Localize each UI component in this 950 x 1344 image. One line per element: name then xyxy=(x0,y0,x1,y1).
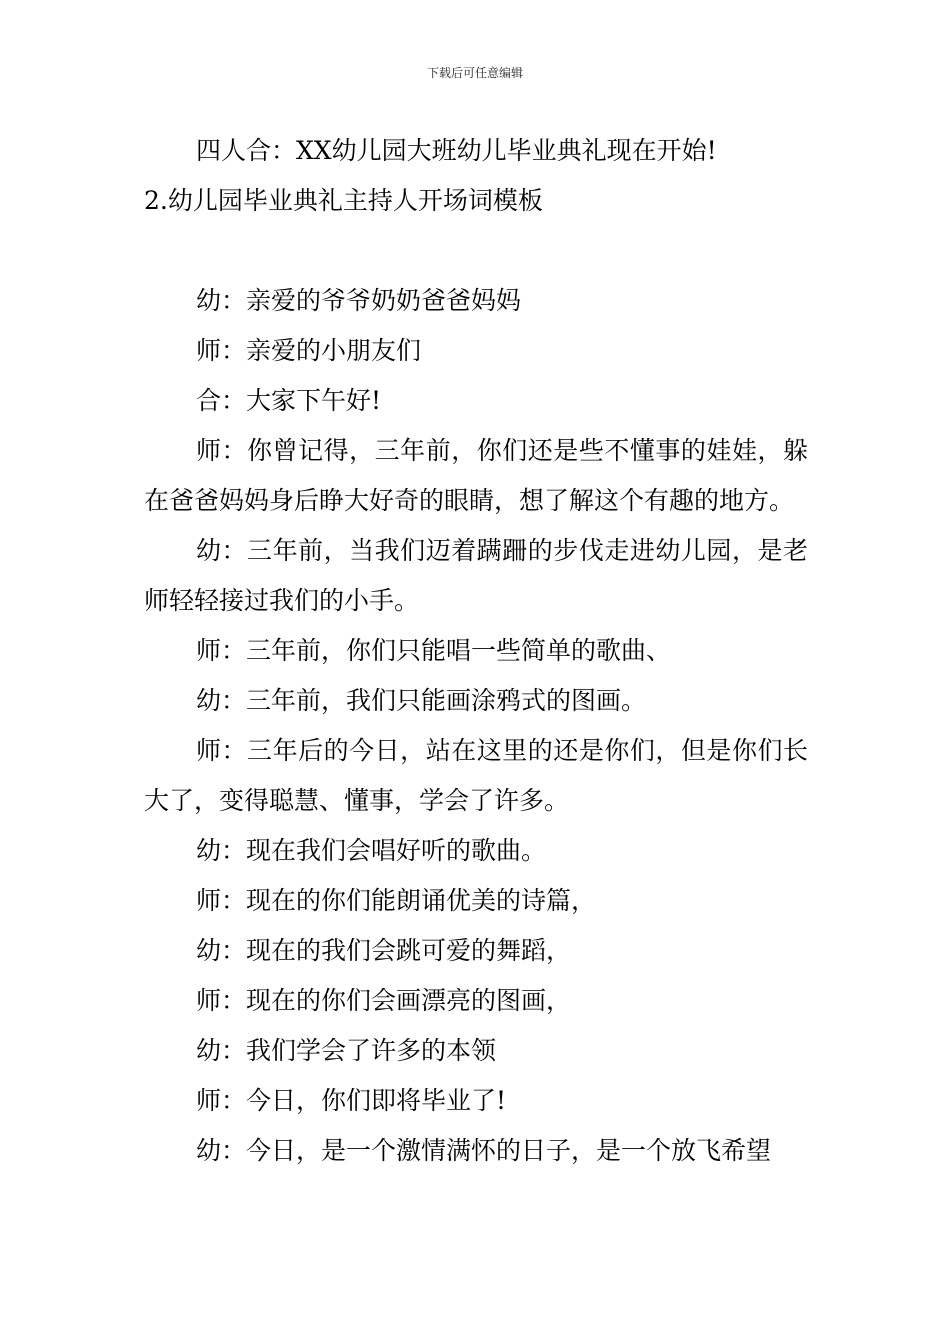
dialogue-line: 师：亲爱的小朋友们 xyxy=(196,336,422,365)
section-heading: 2.幼儿园毕业典礼主持人开场词模板 xyxy=(144,186,543,215)
dialogue-line: 幼：现在我们会唱好听的歌曲。 xyxy=(196,836,547,865)
dialogue-line: 合：大家下午好! xyxy=(196,386,382,415)
dialogue-line: 幼：今日，是一个激情满怀的日子，是一个放飞希望 xyxy=(196,1136,772,1165)
document-body xyxy=(144,126,808,1176)
page-header: 下载后可任意编辑 xyxy=(426,66,523,80)
dialogue-line: 幼：亲爱的爷爷奶奶爸爸妈妈 xyxy=(196,286,522,315)
dialogue-line: 师：三年前，你们只能唱一些简单的歌曲、 xyxy=(196,636,672,665)
paragraph-announcement: 四人合：XX幼儿园大班幼儿毕业典礼现在开始! xyxy=(196,136,717,165)
dialogue-line: 师：今日，你们即将毕业了! xyxy=(196,1086,507,1115)
blank-line xyxy=(144,226,808,276)
dialogue-line: 师：现在的你们能朗诵优美的诗篇， xyxy=(196,886,597,915)
dialogue-line: 幼：三年前，当我们迈着蹒跚的步伐走进幼儿园，是老师轻轻接过我们的小手。 xyxy=(144,536,808,615)
dialogue-line: 师：现在的你们会画漂亮的图画， xyxy=(196,986,572,1015)
dialogue-line: 幼：三年前，我们只能画涂鸦式的图画。 xyxy=(196,686,647,715)
dialogue-line: 幼：现在的我们会跳可爱的舞蹈， xyxy=(196,936,572,965)
dialogue-line: 师：你曾记得，三年前，你们还是些不懂事的娃娃，躲在爸爸妈妈身后睁大好奇的眼睛，想了解这个有趣的地方。 xyxy=(144,436,808,515)
dialogue-line: 幼：我们学会了许多的本领 xyxy=(196,1036,497,1065)
dialogue-line: 师：三年后的今日，站在这里的还是你们，但是你们长大了，变得聪慧、懂事，学会了许多。 xyxy=(144,736,808,815)
